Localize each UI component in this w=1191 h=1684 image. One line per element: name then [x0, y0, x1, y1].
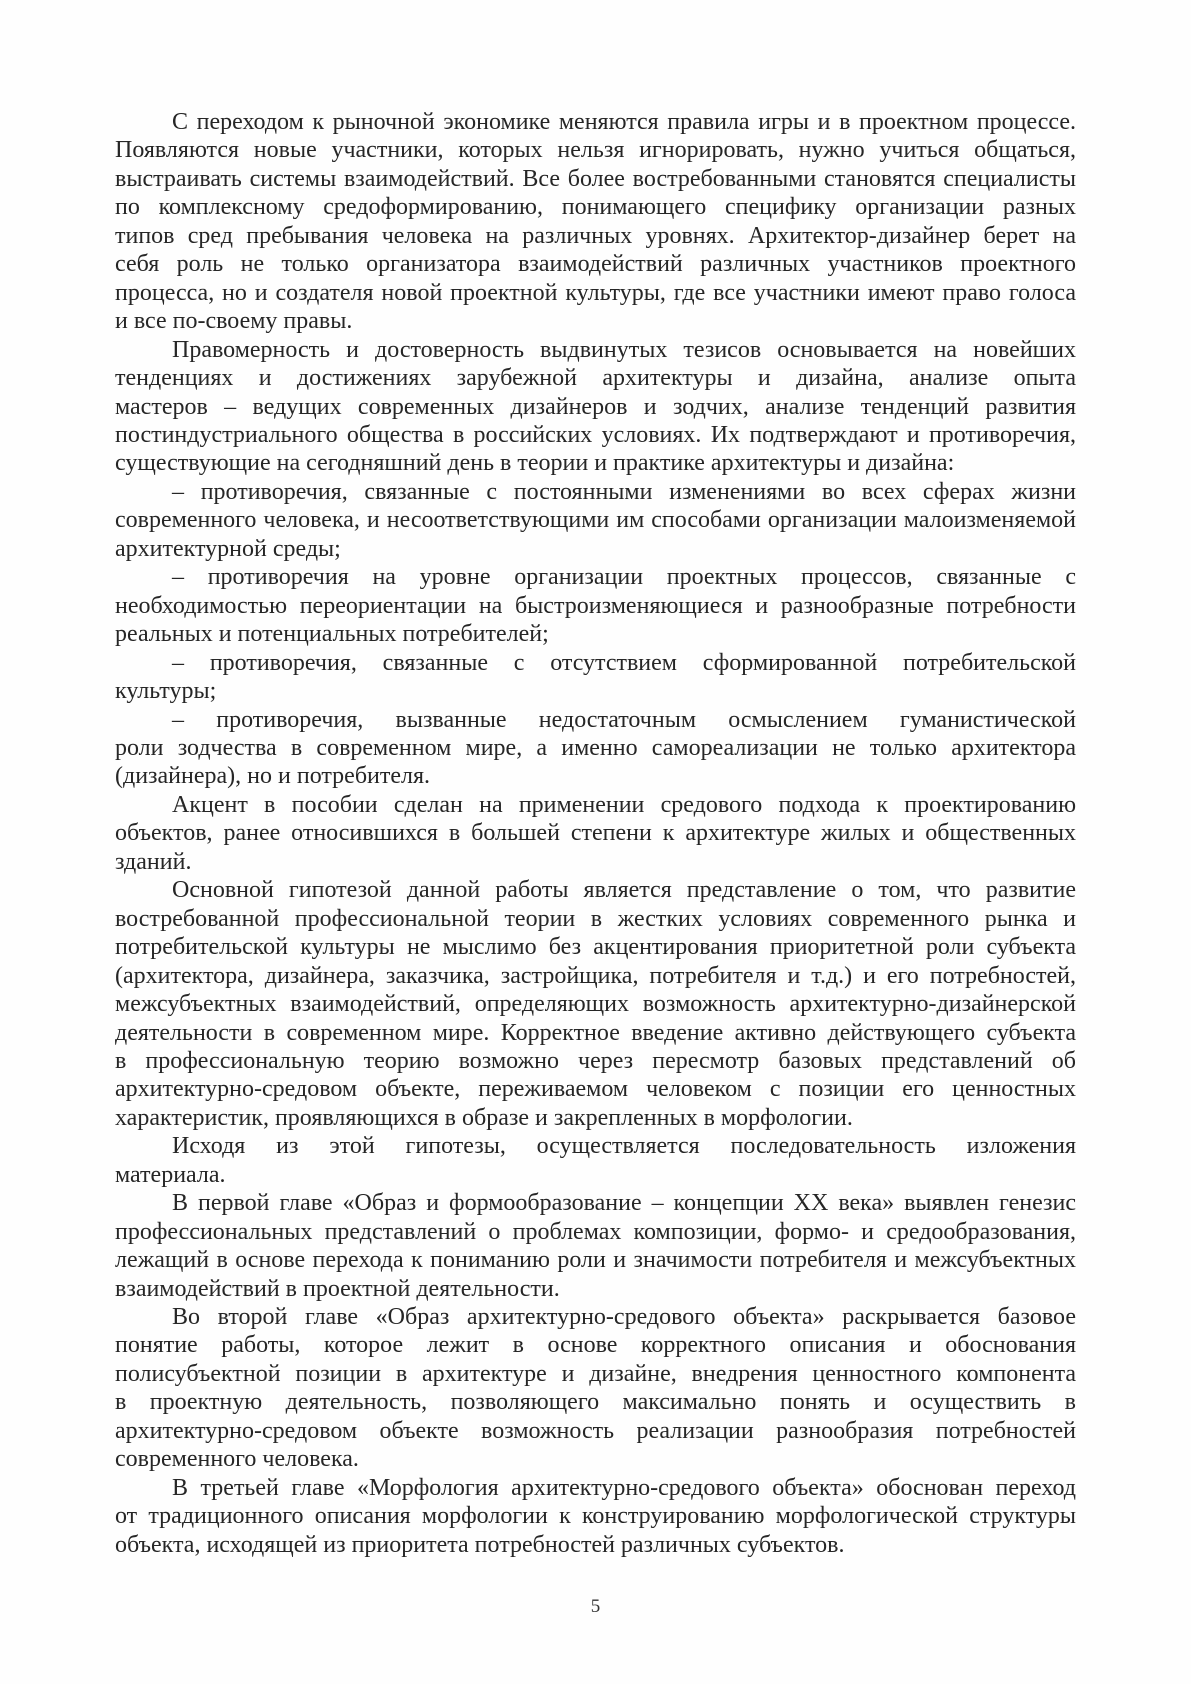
text-line-content: современного человека. [115, 1446, 359, 1473]
paragraph [115, 876, 1076, 1132]
text-line [115, 990, 1076, 1018]
text-line-content: в проектную деятельность, позволяющего максимально понять и осуществить в [115, 1389, 1076, 1416]
paragraph [115, 336, 1076, 478]
text-line-content: (архитектора, дизайнера, заказчика, застройщика, потребителя и т.д.) и его потребностей, [115, 962, 1076, 989]
text-line-content: процесса, но и создателя новой проектной культуры, где все участники имеют право голоса [115, 279, 1076, 306]
text-line [115, 250, 1076, 278]
text-line [115, 449, 1076, 477]
text-line-content: деятельности в современном мире. Корректное введение активно действующего субъекта [115, 1019, 1076, 1046]
text-line-content: Появляются новые участники, которых нельзя игнорировать, нужно учиться общаться, [115, 137, 1076, 164]
text-line [115, 876, 1076, 904]
text-line [115, 620, 1076, 648]
text-line-content: архитектурной среды; [115, 535, 341, 562]
text-line [115, 1075, 1076, 1103]
text-line-content: характеристик, проявляющихся в образе и закрепленных в морфологии. [115, 1104, 853, 1131]
text-line-content: объекта, исходящей из приоритета потребностей различных субъектов. [115, 1531, 845, 1558]
text-line-content: востребованной профессиональной теории в жестких условиях современного рынка и [115, 905, 1076, 932]
text-line-content: тенденциях и достижениях зарубежной архитектуры и дизайна, анализе опыта [115, 365, 1076, 392]
text-line [115, 848, 1076, 876]
text-line [115, 734, 1076, 762]
text-line [115, 1104, 1076, 1132]
text-line-content: В третьей главе «Морфология архитектурно-средового объекта» обоснован переход [172, 1474, 1076, 1501]
text-line [115, 706, 1076, 734]
text-line [115, 1246, 1076, 1274]
text-line [115, 762, 1076, 790]
text-line [115, 1474, 1076, 1502]
text-line-content: лежащий в основе перехода к пониманию роли и значимости потребителя и межсубъектных [115, 1247, 1076, 1274]
text-line [115, 563, 1076, 591]
paragraph [115, 706, 1076, 791]
paragraph [115, 791, 1076, 876]
text-line [115, 1019, 1076, 1047]
text-line [115, 1388, 1076, 1416]
text-line-content: необходимостью переориентации на быстроизменяющиеся и разнообразные потребности [115, 592, 1076, 619]
text-line [115, 1331, 1076, 1359]
text-line-content: роли зодчества в современном мире, а именно самореализации не только архитектора [115, 734, 1076, 761]
text-line [115, 1275, 1076, 1303]
text-line [115, 136, 1076, 164]
paragraph [115, 478, 1076, 563]
paragraph [115, 1303, 1076, 1474]
text-line-content: выстраивать системы взаимодействий. Все более востребованными становятся специалисты [115, 165, 1076, 192]
text-line-content: потребительской культуры не мыслимо без акцентирования приоритетной роли субъекта [115, 934, 1076, 961]
text-line-content: Во второй главе «Образ архитектурно-средового объекта» раскрывается базовое [172, 1304, 1076, 1331]
text-line-content: культуры; [115, 678, 217, 705]
text-line-content: (дизайнера), но и потребителя. [115, 763, 431, 790]
text-line-content: существующие на сегодняшний день в теории и практике архитектуры и дизайна: [115, 450, 955, 477]
text-line-content: Основной гипотезой данной работы является представление о том, что развитие [172, 877, 1076, 904]
text-line [115, 819, 1076, 847]
text-line [115, 506, 1076, 534]
text-line-content: мастеров – ведущих современных дизайнеров и зодчих, анализе тенденций развития [115, 393, 1076, 420]
text-line-content: В первой главе «Образ и формообразование – концепции ХХ века» выявлен генезис [172, 1190, 1076, 1217]
text-line-content: объектов, ранее относившихся в большей степени к архитектуре жилых и общественных [115, 820, 1076, 847]
text-line [115, 193, 1076, 221]
text-line-content: – противоречия, связанные с отсутствием сформированной потребительской [172, 649, 1076, 676]
text-line-content: Правомерность и достоверность выдвинутых тезисов основывается на новейших [172, 336, 1076, 363]
text-line [115, 905, 1076, 933]
text-line [115, 364, 1076, 392]
text-line [115, 393, 1076, 421]
text-line [115, 478, 1076, 506]
text-line-content: – противоречия на уровне организации проектных процессов, связанные с [172, 564, 1076, 591]
text-line-content: постиндустриального общества в российских условиях. Их подтверждают и противоречия, [115, 421, 1076, 448]
text-line-content: Акцент в пособии сделан на применении средового подхода к проектированию [172, 791, 1076, 818]
text-line-content: от традиционного описания морфологии к конструированию морфологической структуры [115, 1503, 1076, 1530]
text-line-content: современного человека, и несоответствующими им способами организации малоизменяемой [115, 507, 1076, 534]
page-number: 5 [590, 1596, 601, 1617]
text-line [115, 677, 1076, 705]
paragraph [115, 1189, 1076, 1303]
text-line [115, 1161, 1076, 1189]
text-line-content: по комплексному средоформированию, понимающего специфику организации разных [115, 194, 1076, 221]
text-line [115, 307, 1076, 335]
text-line-content: архитектурно-средовом объекте, переживаемом человеком с позиции его ценностных [115, 1076, 1076, 1103]
paragraph [115, 1132, 1076, 1189]
text-line-content: полисубъектной позиции в архитектуре и дизайне, внедрения ценностного компонента [115, 1360, 1076, 1387]
text-line-content: профессиональных представлений о проблемах композиции, формо- и средообразования, [115, 1218, 1076, 1245]
text-line [115, 1360, 1076, 1388]
text-line [115, 1417, 1076, 1445]
body-text [115, 108, 1076, 1559]
text-line [115, 962, 1076, 990]
text-line [115, 222, 1076, 250]
text-line [115, 108, 1076, 136]
text-line-content: архитектурно-средовом объекте возможность реализации разнообразия потребностей [115, 1417, 1076, 1444]
paragraph [115, 563, 1076, 648]
text-line [115, 649, 1076, 677]
text-line-content: взаимодействий в проектной деятельности. [115, 1275, 560, 1302]
text-line-content: в профессиональную теорию возможно через пересмотр базовых представлений об [115, 1047, 1076, 1074]
text-line-content: и все по-своему правы. [115, 308, 353, 335]
text-line [115, 1132, 1076, 1160]
text-line [115, 535, 1076, 563]
text-line-content: типов сред пребывания человека на различных уровнях. Архитектор-дизайнер берет на [115, 222, 1076, 249]
paragraph [115, 1474, 1076, 1559]
text-line [115, 933, 1076, 961]
text-line [115, 1218, 1076, 1246]
text-line [115, 279, 1076, 307]
text-line-content: реальных и потенциальных потребителей; [115, 621, 549, 648]
text-line [115, 421, 1076, 449]
text-line-content: материала. [115, 1161, 226, 1188]
text-line-content: – противоречия, связанные с постоянными изменениями во всех сферах жизни [172, 478, 1076, 505]
text-line [115, 165, 1076, 193]
text-line [115, 1531, 1076, 1559]
paragraph [115, 649, 1076, 706]
text-line [115, 1047, 1076, 1075]
text-line [115, 1303, 1076, 1331]
text-line-content: – противоречия, вызванные недостаточным осмыслением гуманистической [172, 706, 1076, 733]
text-line [115, 1445, 1076, 1473]
paragraph [115, 108, 1076, 336]
text-line-content: Исходя из этой гипотезы, осуществляется последовательность изложения [172, 1133, 1076, 1160]
text-line [115, 336, 1076, 364]
text-line-content: межсубъектных взаимодействий, определяющих возможность архитектурно-дизайнерской [115, 991, 1076, 1018]
text-line-content: зданий. [115, 848, 192, 875]
text-line [115, 1189, 1076, 1217]
text-line [115, 592, 1076, 620]
text-line-content: С переходом к рыночной экономике меняются правила игры и в проектном процессе. [172, 109, 1076, 135]
text-line-content: себя роль не только организатора взаимодействий различных участников проектного [115, 251, 1076, 278]
text-line [115, 1502, 1076, 1530]
text-line-content: понятие работы, которое лежит в основе корректного описания и обоснования [115, 1332, 1076, 1359]
text-line [115, 791, 1076, 819]
